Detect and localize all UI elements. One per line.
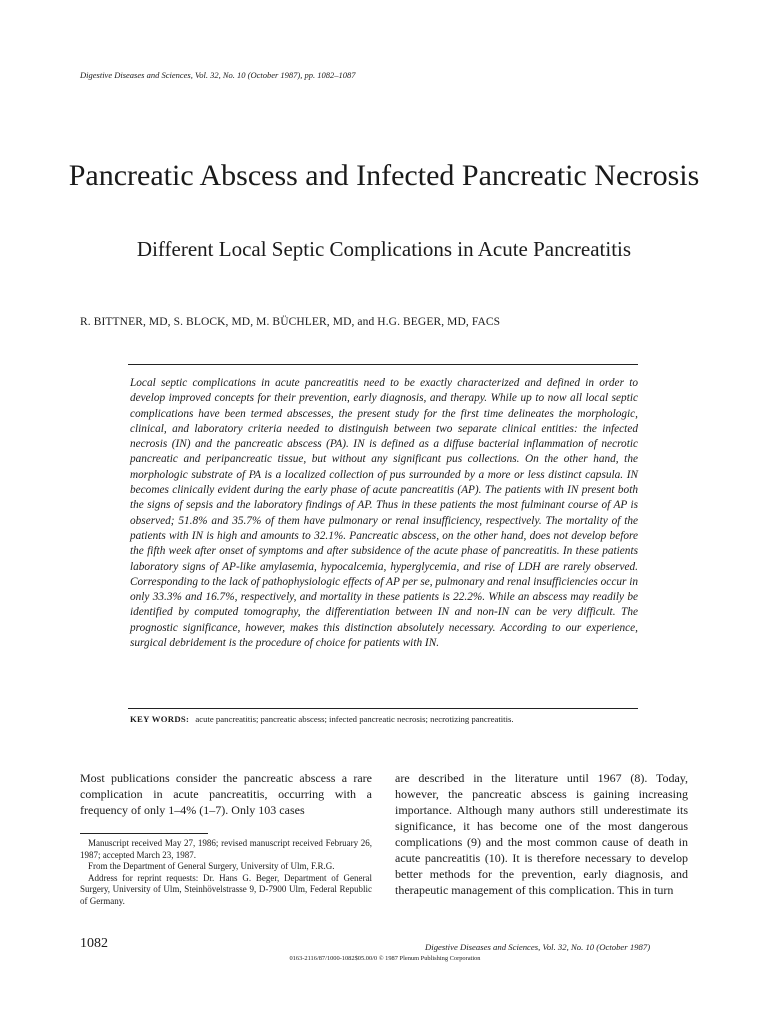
abstract: Local septic complications in acute pancreatitis need to be exactly characterized and defined in order to develop improved concepts for their prevention, early diagnosis, and therapy. While up to now all local septic complications have been termed abscesses, the present study for the first time delineates the morphologic, clinical, and laboratory criteria needed to distinguish between two separate clinical entities: the infected necrosis (IN) and the pancreatic abscess (PA). IN is defined as a diffuse bacterial inflammation of necrotic pancreatic and peripancreatic tissue, but without any significant pus collections. On the other hand, the morphologic substrate of PA is a localized collection of pus surrounded by a more or less distinct capsula. IN becomes clinically evident during the early phase of acute pancreatitis (AP). The patients with IN present both the signs of sepsis and the laboratory findings of AP. Thus in these patients the most fulminant course of AP is observed; 51.8% and 35.7% of them have pulmonary or renal insufficiency, respectively. The mortality of the patients with IN is high and amounts to 32.1%. Pancreatic abscess, on the other hand, does not develop before the fifth week after onset of symptoms and after subsidence of the acute phase of pancreatitis. In these patients laboratory signs of AP-like amylasemia, hypocalcemia, hyperglycemia, and rise of LDH are rarely observed. Corresponding to the lack of pathophysiologic effects of AP per se, pulmonary and renal insufficiencies occur in only 33.3% and 16.7%, respectively, and mortality in these patients is 22.2%. While an abscess may readily be identified by computed tomography, the differentiation between IN and non-IN can be very difficult. The prognostic significance, however, makes this distinction absolutely necessary. According to our experience, surgical debridement is the procedure of choice for patients with IN. — [130, 377, 638, 650]
article-title: Pancreatic Abscess and Infected Pancreatic Necrosis — [68, 159, 700, 192]
footnote-affiliation: From the Department of General Surgery, University of Ulm, F.R.G. — [88, 861, 335, 872]
page-number: 1082 — [80, 936, 108, 951]
keywords — [130, 714, 670, 724]
abstract-bottom-rule — [128, 708, 638, 709]
keywords-text: acute pancreatitis; pancreatic abscess; infected pancreatic necrosis; necrotizing pancreatitis. — [195, 714, 514, 724]
running-head: Digestive Diseases and Sciences, Vol. 32, No. 10 (October 1987), pp. 1082–1087 — [80, 70, 356, 80]
footnotes — [80, 838, 372, 908]
running-foot: Digestive Diseases and Sciences, Vol. 32, No. 10 (October 1987) — [425, 942, 651, 952]
copyright-line: 0163-2116/87/1000-1082$05.00/0 © 1987 Plenum Publishing Corporation — [289, 955, 481, 962]
abstract-top-rule — [128, 364, 638, 365]
footnote-manuscript: Manuscript received May 27, 1986; revised manuscript received February 26, 1987; accepted March 23, 1987. — [80, 838, 372, 860]
footnote-reprint: Address for reprint requests: Dr. Hans G. Beger, Department of General Surgery, University of Ulm, Steinhövelstrasse 9, D-7900 Ulm, Federal Republic of Germany. — [80, 872, 372, 906]
footnote-rule — [80, 833, 208, 834]
author-list: R. BITTNER, MD, S. BLOCK, MD, M. BÜCHLER, MD, and H.G. BEGER, MD, FACS — [80, 316, 501, 328]
article-subtitle: Different Local Septic Complications in Acute Pancreatitis — [136, 237, 632, 261]
body-column-right: are described in the literature until 1967 (8). Today, however, the pancreatic abscess is gaining increasing importance. Although many authors still underestimate its significance, it has become one of the most dangerous complications (9) and the most common cause of death in acute pancreatitis (10). It is therefore necessary to develop better methods for the prevention, early diagnosis, and therapeutic management of this complication. This in turn — [395, 771, 688, 897]
body-column-left: Most publications consider the pancreatic abscess a rare complication in acute pancreatitis, occurring with a frequency of only 1–4% (1–7). Only 103 cases — [80, 771, 372, 817]
keywords-label: KEY WORDS: — [130, 714, 190, 724]
